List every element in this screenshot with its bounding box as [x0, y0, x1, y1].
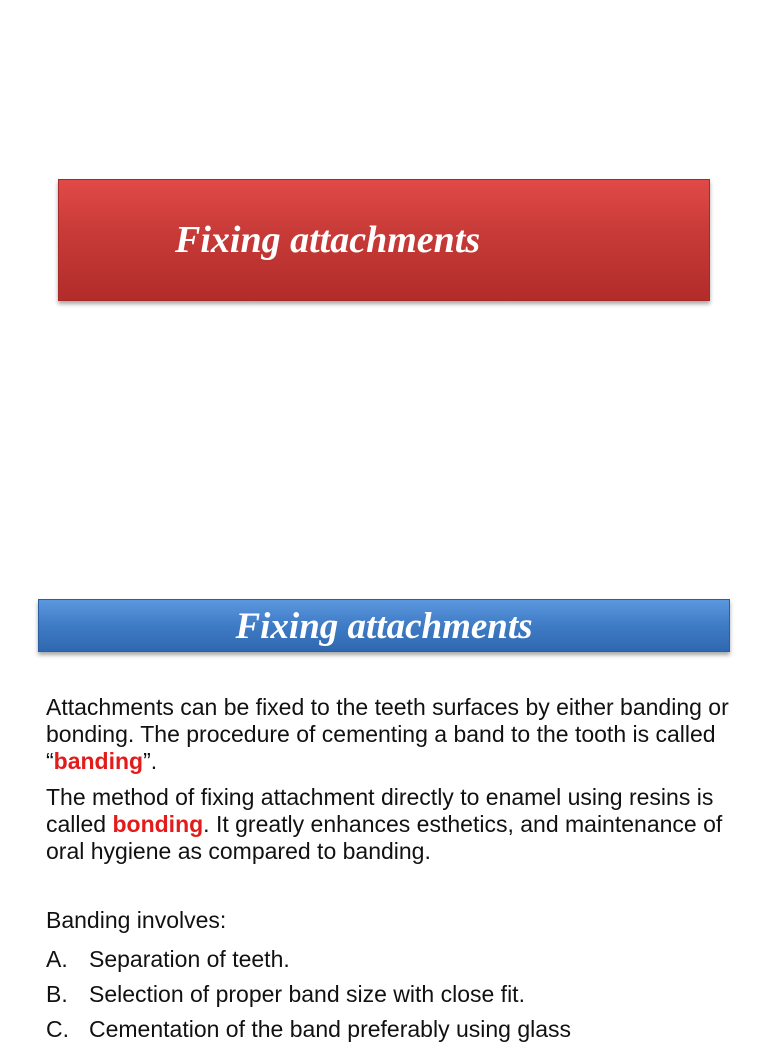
list-intro: Banding involves: [46, 907, 227, 933]
title-banner-blue [38, 599, 730, 652]
list-item-text: Cementation of the band preferably using glass [89, 1016, 572, 1042]
list-item-text: Separation of teeth. [89, 946, 290, 972]
banding-highlight: banding [53, 748, 144, 774]
slide-two [0, 576, 768, 1042]
bonding-highlight: bonding [112, 811, 204, 837]
list-item [46, 942, 746, 977]
list-item-marker: C. [46, 1016, 69, 1042]
paragraph-banding-text: Attachments can be fixed to the teeth surfaces by either banding or bonding. The procedure of cementing a band to the tooth is called “ [46, 694, 729, 774]
paragraph-bonding-text: The method of fixing attachment directly to enamel using resins is called [46, 784, 714, 837]
paragraph-banding [46, 694, 736, 775]
list-item [46, 977, 746, 1012]
paragraph-banding-end: ”. [143, 748, 158, 774]
paragraph-bonding-end: . It greatly enhances esthetics, and maintenance of oral hygiene as compared to banding. [46, 811, 723, 864]
paragraph-bonding [46, 784, 736, 865]
banding-steps-list [46, 942, 746, 1047]
slide-two-title: Fixing attachments [235, 606, 533, 647]
list-item [46, 1012, 746, 1047]
slide-one-title: Fixing attachments [175, 219, 481, 261]
list-item-marker: A. [46, 946, 68, 972]
list-item-text: Selection of proper band size with close fit. [89, 981, 525, 1007]
title-banner-red [58, 179, 710, 301]
list-item-marker: B. [46, 981, 68, 1007]
